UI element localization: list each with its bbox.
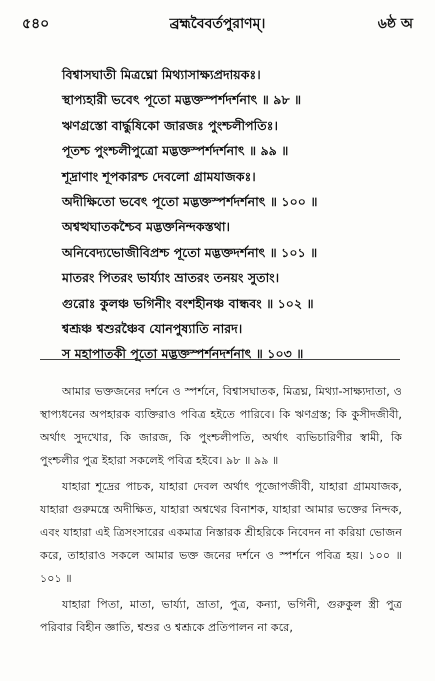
verse-line: অদীক্ষিতো ভবেৎ পূতো মদ্ভক্তস্পর্শদর্শনাৎ ॥ ১০০ ॥ <box>62 193 318 209</box>
verse-line: শ্বশ্রূঞ্চ শ্বশুরঞ্চৈব যোনপুষ্যাতি নারদ। <box>62 320 243 336</box>
page-header <box>22 12 413 34</box>
verse-line: পূতশ্চ পুংশ্চলীপুত্রো মদ্ভক্তস্পর্শদর্শনাৎ ॥ ৯৯ ॥ <box>62 143 289 159</box>
verse-line: বিশ্বাসঘাতী মিত্রঘ্নো মিথ্যাসাক্ষ্যপ্রদায়কঃ। <box>62 67 261 82</box>
verse-line: স মহাপাতকী পূতো মদ্ভক্তস্পর্শনদর্শনাৎ ॥ ১০৩ ॥ <box>62 346 304 362</box>
sanskrit-verses <box>62 62 422 367</box>
commentary-paragraph: আমার ভক্তজনের দর্শনে ও স্পর্শনে, বিশ্বাসঘাতক, মিত্রঘ্ন, মিথ্যা-সাক্ষ্যদাতা, ও স্থাপ্যধনের অপহারক ব্যক্তিরাও পবিত্র হইতে পারিবে। কি ঋণগ্রস্ত; কি কুসীদজীবী, অর্থাৎ সুদখোর, কি জারজ, কি পুংশ্চলীপতি, অর্থাৎ ব্যভিচারিণীর স্বামী, কি পুংশ্চলীর পুত্র ইহারা সকলেই পবিত্র হইবে। ৯৮ ॥ ৯৯ ॥ <box>40 385 402 467</box>
bengali-commentary <box>40 380 402 642</box>
section-divider <box>40 359 400 360</box>
verse-line: ঋণগ্রস্তো বার্দ্ধুষিকো জারজঃ পুংশ্চলীপতিঃ। <box>62 117 278 133</box>
verse-line: অশ্বত্থঘাতকশ্চৈব মদ্ভক্তনিন্দকস্তথা। <box>62 219 231 235</box>
commentary-paragraph: যাহারা পিতা, মাতা, ভার্য্যা, ভ্রাতা, পুত্র, কন্যা, ভগিনী, গুরুকুল স্ত্রী পুত্র পরিবার বিহীন জ্ঞাতি, শ্বশুর ও শ্বশ্রূকে প্রতিপালন না করে, <box>40 598 402 634</box>
page-number: ৫৪০ <box>22 16 50 32</box>
verse-line: অনিবেদ্যভোজীবিপ্রশ্চ পূতো মদ্ভক্তদর্শনাৎ ॥ ১০১ ॥ <box>62 244 318 260</box>
commentary-paragraph: যাহারা শূদ্রের পাচক, যাহারা দেবল অর্থাৎ পূজোপজীবী, যাহারা গ্রামযাজক, যাহারা গুরুমন্ত্রে অদীক্ষিত, যাহারা অশ্বথের বিনাশক, যাহারা আমার ভক্তের নিন্দক, এবং যাহারা এই ত্রিসংসারের একমাত্র নিস্তারক শ্রীহরিকে নিবেদন না করিয়া ভোজন করে, তাহারাও সকলে আমার ভক্ত জনের দর্শনে ও স্পর্শনে পবিত্র হয়। ১০০ ॥ ১০১ ॥ <box>40 480 402 585</box>
verse-line: গুরোঃ কুলঞ্চ ভগিনীং বংশহীনঞ্চ বান্ধবং ॥ ১০২ ॥ <box>62 295 314 311</box>
running-title: ব্রহ্মবৈবর্তপুরাণম্। <box>169 16 266 32</box>
chapter-number: ৬ষ্ঠ অ <box>377 16 413 32</box>
verse-line: স্থাপ্যহারী ভবেৎ পূতো মদ্ভক্তস্পর্শদর্শনাৎ ॥ ৯৮ ॥ <box>62 92 302 108</box>
verse-line: শূদ্রাণাং শূপকারশ্চ দেবলো গ্রামযাজকঃ। <box>62 168 256 184</box>
verse-line: মাতরং পিতরং ভার্য্যাং ভ্রাতরং তনয়ং সুতাং। <box>62 270 280 286</box>
